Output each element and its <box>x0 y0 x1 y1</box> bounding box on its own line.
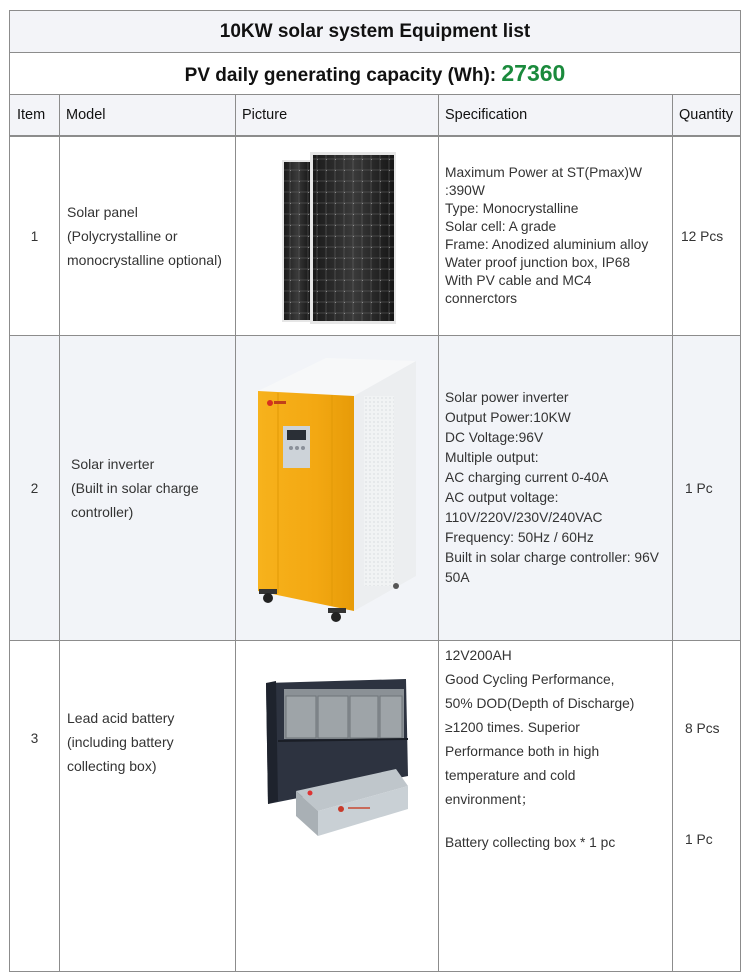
model-line: (including battery <box>67 734 174 750</box>
spec-line: Maximum Power at ST(Pmax)W <box>445 165 643 180</box>
model-cell <box>60 641 236 972</box>
spec-line: 12V200AH <box>445 648 512 663</box>
picture-cell <box>236 641 439 972</box>
spec-line: Output Power:10KW <box>445 410 571 425</box>
quantity-battery: 8 Pcs <box>685 721 720 736</box>
quantity-cell <box>673 641 741 972</box>
quantity-box: 1 Pc <box>685 832 713 847</box>
model-line: Solar panel <box>67 204 138 220</box>
table-row <box>10 336 741 641</box>
spec-line: With PV cable and MC4 <box>445 273 592 288</box>
item-number: 3 <box>10 641 60 972</box>
item-number: 2 <box>10 336 60 641</box>
column-header-model: Model <box>60 95 236 137</box>
model-line: (Polycrystalline or <box>67 228 178 244</box>
table-row <box>10 641 741 972</box>
column-header-item: Item <box>10 95 60 137</box>
specification-cell <box>439 641 673 972</box>
spec-line: Built in solar charge controller: 96V <box>445 550 659 565</box>
spec-line: Solar power inverter <box>445 390 569 405</box>
spec-line: Type: Monocrystalline <box>445 201 579 216</box>
capacity-value: 27360 <box>501 60 566 86</box>
model-line: monocrystalline optional) <box>67 252 222 268</box>
spec-line: connerctors <box>445 291 518 306</box>
spec-line: environment； <box>445 792 535 807</box>
spec-line: Frequency: 50Hz / 60Hz <box>445 530 594 545</box>
model-line: (Built in solar charge <box>71 480 199 496</box>
specification-cell <box>439 136 673 336</box>
spec-line: ≥1200 times. Superior <box>445 720 580 735</box>
battery-image <box>236 641 439 871</box>
header-row <box>10 95 741 137</box>
spec-line: temperature and cold <box>445 768 576 783</box>
solar-panel-image <box>236 137 439 330</box>
model-line: controller) <box>71 504 134 520</box>
table-title: 10KW solar system Equipment list <box>10 11 741 53</box>
quantity-cell: 1 Pc <box>673 336 741 641</box>
spec-line: Water proof junction box, IP68 <box>445 255 631 270</box>
model-line: Lead acid battery <box>67 710 175 726</box>
spec-line: Frame: Anodized aluminium alloy <box>445 237 649 252</box>
picture-cell <box>236 136 439 336</box>
spec-line: Good Cycling Performance, <box>445 672 615 687</box>
capacity-row <box>10 53 741 95</box>
model-cell <box>60 136 236 336</box>
spec-line: 50% DOD(Depth of Discharge) <box>445 696 635 711</box>
spec-line: AC output voltage: <box>445 490 559 505</box>
spec-line: AC charging current 0-40A <box>445 470 609 485</box>
spec-line: DC Voltage:96V <box>445 430 544 445</box>
capacity-label: PV daily generating capacity (Wh): <box>184 65 497 86</box>
item-number: 1 <box>10 136 60 336</box>
table-row <box>10 136 741 336</box>
solar-inverter-image <box>236 336 439 635</box>
spec-line: 110V/220V/230V/240VAC <box>445 510 603 525</box>
column-header-picture: Picture <box>236 95 439 137</box>
model-line: collecting box) <box>67 758 157 774</box>
equipment-list-table <box>9 10 741 972</box>
column-header-quantity: Quantity <box>673 95 741 137</box>
quantity-cell: 12 Pcs <box>673 136 741 336</box>
spec-line: Multiple output: <box>445 450 539 465</box>
column-header-specification: Specification <box>439 95 673 137</box>
model-line: Solar inverter <box>71 456 155 472</box>
picture-cell <box>236 336 439 641</box>
spec-line: :390W <box>445 183 485 198</box>
spec-line: Solar cell: A grade <box>445 219 557 234</box>
spec-line-box: Battery collecting box * 1 pc <box>445 835 616 850</box>
model-cell <box>60 336 236 641</box>
spec-line: 50A <box>445 570 470 585</box>
specification-cell <box>439 336 673 641</box>
spec-line: Performance both in high <box>445 744 600 759</box>
